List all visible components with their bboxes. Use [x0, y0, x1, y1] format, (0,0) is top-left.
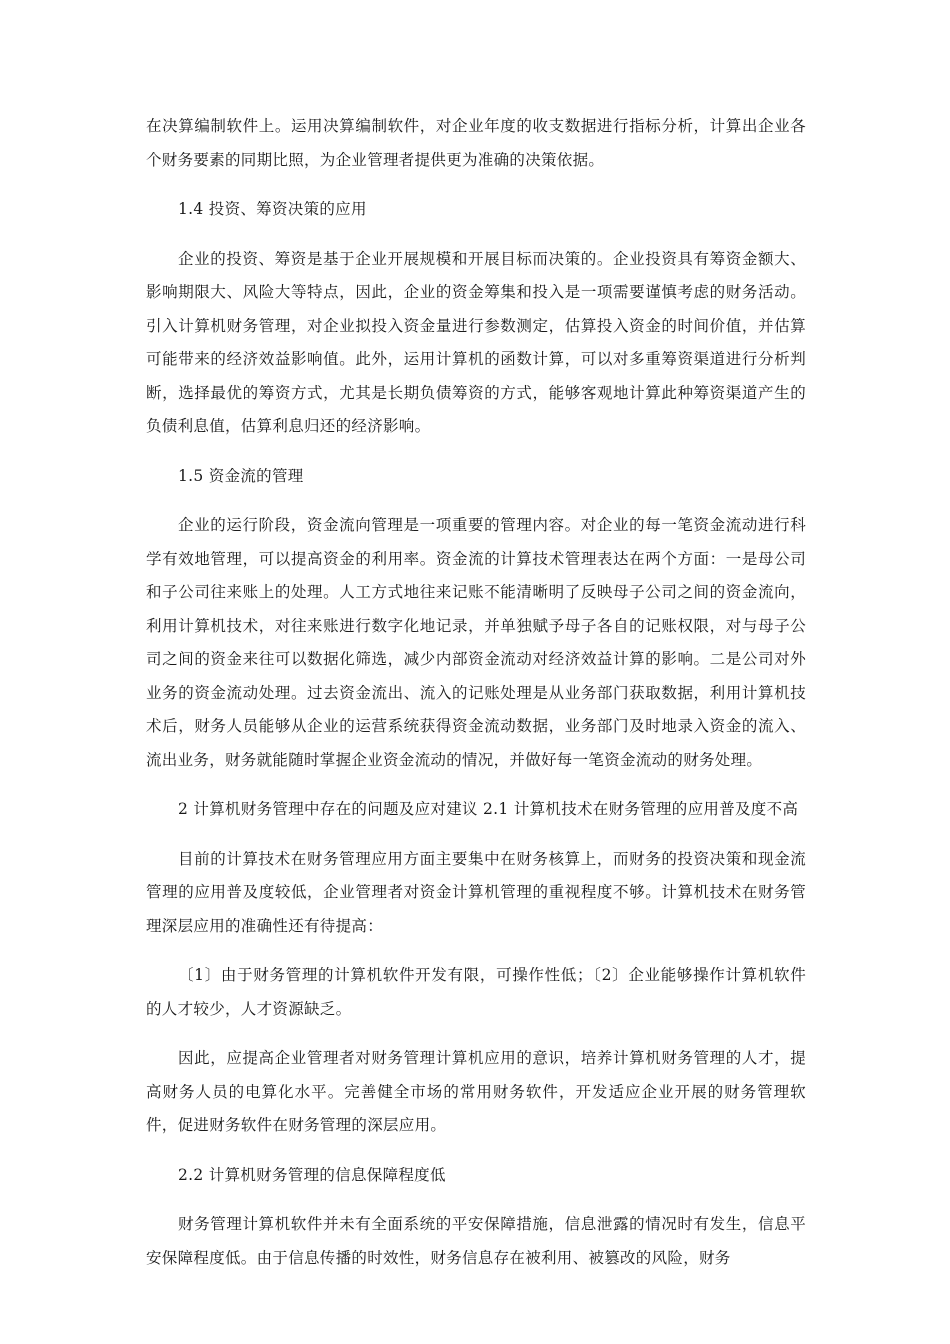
section-heading-2-1: 2 计算机财务管理中存在的问题及应对建议 2.1 计算机技术在财务管理的应用普及度不高: [178, 800, 799, 818]
section-heading-1-5: 1.5 资金流的管理: [178, 466, 304, 485]
document-body: [146, 110, 806, 1291]
paragraph-issues-list: 〔1〕由于财务管理的计算机软件开发有限，可操作性低；〔2〕企业能够操作计算机软件的人才较少，人才资源缺乏。: [146, 966, 806, 1018]
paragraph-investment: 企业的投资、筹资是基于企业开展规模和开展目标而决策的。企业投资具有筹资金额大、影响期限大、风险大等特点，因此，企业的资金筹集和投入是一项需要谨慎考虑的财务活动。引入计算机财务管理，对企业拟投入资金量进行参数测定，估算投入资金的时间价值，并估算可能带来的经济效益影响值。此外，运用计算机的函数计算，可以对多重筹资渠道进行分析判断，选择最优的筹资方式，尤其是长期负债筹资的方式，能够客观地计算此种筹资渠道产生的负债利息值，估算利息归还的经济影响。: [146, 249, 806, 435]
section-heading-2-2: 2.2 计算机财务管理的信息保障程度低: [178, 1165, 446, 1184]
section-heading-1-4: 1.4 投资、筹资决策的应用: [178, 200, 367, 218]
paragraph-cash-flow: 企业的运行阶段，资金流向管理是一项重要的管理内容。对企业的每一笔资金流动进行科学有效地管理，可以提高资金的利用率。资金流的计算技术管理表达在两个方面：一是母公司和子公司往来账上的处理。人工方式地往来记账不能清晰明了反映母子公司之间的资金流向，利用计算机技术，对往来账进行数字化地记录，并单独赋予母子各自的记账权限，对与母子公司之间的资金来往可以数据化筛选，减少内部资金流动对经济效益计算的影响。二是公司对外业务的资金流动处理。过去资金流出、流入的记账处理是从业务部门获取数据，利用计算机技术后，财务人员能够从企业的运营系统获得资金流动数据，业务部门及时地录入资金的流入、流出业务，财务就能随时掌握企业资金流动的情况，并做好每一笔资金流动的财务处理。: [146, 516, 806, 769]
paragraph-info-security: 财务管理计算机软件并未有全面系统的平安保障措施，信息泄露的情况时有发生，信息平安保障程度低。由于信息传播的时效性，财务信息存在被利用、被篡改的风险，财务: [146, 1215, 806, 1267]
paragraph-recommendations: 因此，应提高企业管理者对财务管理计算机应用的意识，培养计算机财务管理的人才，提高财务人员的电算化水平。完善健全市场的常用财务软件，开发适应企业开展的财务管理软件，促进财务软件在财务管理的深层应用。: [146, 1049, 806, 1134]
paragraph-current-status: 目前的计算技术在财务管理应用方面主要集中在财务核算上，而财务的投资决策和现金流管理的应用普及度较低，企业管理者对资金计算机管理的重视程度不够。计算机技术在财务管理深层应用的准确性还有待提高：: [146, 849, 806, 935]
paragraph-budget-software: 在决算编制软件上。运用决算编制软件，对企业年度的收支数据进行指标分析，计算出企业各个财务要素的同期比照，为企业管理者提供更为准确的决策依据。: [146, 117, 806, 169]
